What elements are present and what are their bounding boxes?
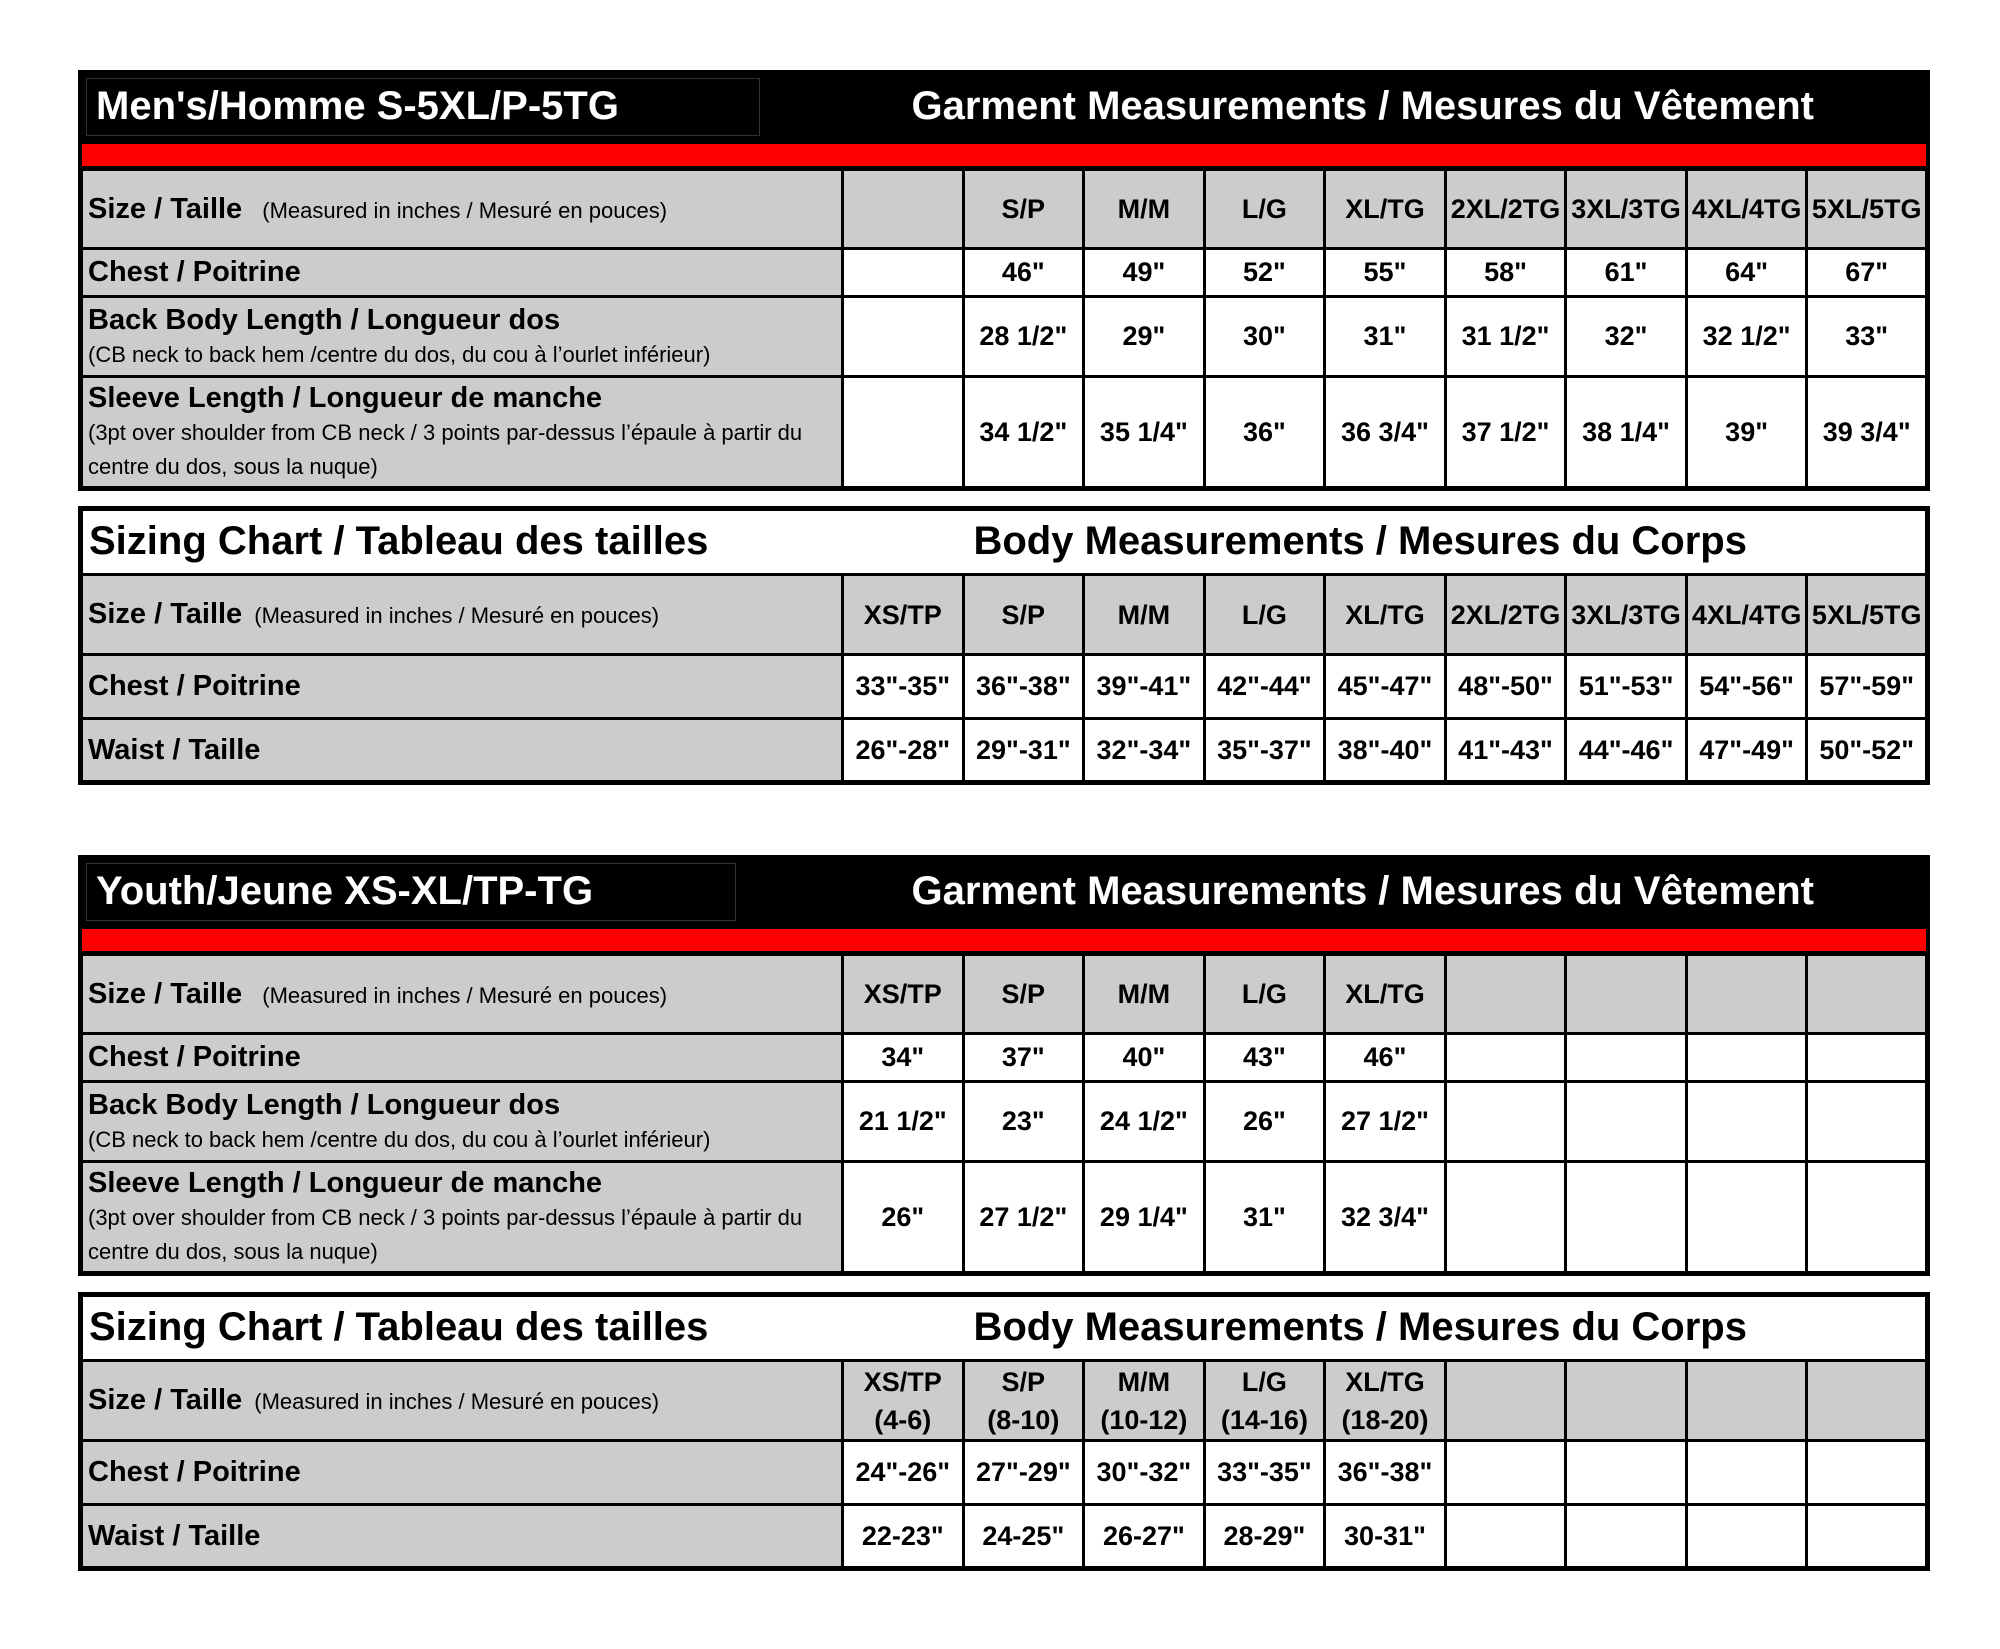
size-header: [843, 1361, 964, 1441]
row-label: Chest / Poitrine: [81, 1034, 843, 1082]
row-note: (CB neck to back hem /centre du dos, du cou à l’ourlet inférieur): [88, 341, 711, 367]
size-header: [1445, 1361, 1566, 1441]
value-cell: 29"-31": [963, 719, 1084, 783]
value-cell: 33"-35": [843, 655, 964, 719]
value-cell: [1807, 1162, 1928, 1274]
value-cell: 54"-56": [1686, 655, 1807, 719]
row-label: Waist / Taille: [81, 1505, 843, 1569]
row-note: (CB neck to back hem /centre du dos, du cou à l’ourlet inférieur): [88, 1126, 711, 1152]
value-cell: 23": [963, 1082, 1084, 1162]
size-header: [1807, 954, 1928, 1034]
value-cell: 64": [1686, 249, 1807, 297]
value-cell: [1686, 1505, 1807, 1569]
value-cell: 29": [1084, 297, 1205, 377]
value-cell: 49": [1084, 249, 1205, 297]
value-cell: 35"-37": [1204, 719, 1325, 783]
value-cell: [1566, 1034, 1687, 1082]
value-cell: [1566, 1441, 1687, 1505]
size-header: 2XL/2TG: [1445, 575, 1566, 655]
value-cell: 40": [1084, 1034, 1205, 1082]
row-label: Sleeve Length / Longueur de manche: [88, 1167, 603, 1199]
table-header-row: [81, 1361, 1928, 1441]
size-label: Size / Taille: [88, 977, 243, 1010]
value-cell: 38"-40": [1325, 719, 1446, 783]
value-cell: [1566, 1505, 1687, 1569]
youth-body-subtitle: Body Measurements / Mesures du Corps: [973, 1305, 1747, 1349]
size-header: [1686, 1361, 1807, 1441]
size-label: Size / Taille: [88, 192, 243, 225]
value-cell: 48"-50": [1445, 655, 1566, 719]
size-header: M/M: [1084, 169, 1205, 249]
youth-body-table: [78, 1359, 1930, 1571]
value-cell: 27 1/2": [963, 1162, 1084, 1274]
value-cell: 30"-32": [1084, 1441, 1205, 1505]
value-cell: 34": [843, 1034, 964, 1082]
table-header-row: [81, 954, 1928, 1034]
value-cell: [1807, 1505, 1928, 1569]
value-cell: 57"-59": [1807, 655, 1928, 719]
size-header: [843, 169, 964, 249]
table-row: [81, 297, 1928, 377]
mens-body-header: [78, 506, 1930, 573]
value-cell: 24"-26": [843, 1441, 964, 1505]
value-cell: [1566, 1082, 1687, 1162]
table-row: [81, 1034, 1928, 1082]
size-name: XL/TG: [1345, 1366, 1425, 1397]
size-name: S/P: [1001, 1366, 1046, 1397]
value-cell: 26"-28": [843, 719, 964, 783]
size-name: L/G: [1241, 1366, 1287, 1397]
mens-garment-header: [78, 70, 1930, 144]
row-label: Back Body Length / Longueur dos: [88, 303, 561, 336]
value-cell: 28-29": [1204, 1505, 1325, 1569]
row-label: Chest / Poitrine: [81, 655, 843, 719]
youth-garment-title: Youth/Jeune XS-XL/TP-TG: [96, 869, 594, 913]
size-label-cell: [81, 1361, 843, 1441]
value-cell: [843, 249, 964, 297]
mens-garment-table: [78, 166, 1930, 491]
table-header-row: [81, 169, 1928, 249]
value-cell: 67": [1807, 249, 1928, 297]
size-note: (Measured in inches / Mesuré en pouces): [262, 197, 668, 223]
value-cell: [1445, 1162, 1566, 1274]
value-cell: 45"-47": [1325, 655, 1446, 719]
row-label: Back Body Length / Longueur dos: [88, 1088, 561, 1121]
value-cell: 44"-46": [1566, 719, 1687, 783]
size-header: S/P: [963, 954, 1084, 1034]
size-header: L/G: [1204, 169, 1325, 249]
value-cell: 32": [1566, 297, 1687, 377]
size-name: XS/TP: [863, 1366, 942, 1397]
value-cell: 58": [1445, 249, 1566, 297]
mens-body-subtitle: Body Measurements / Mesures du Corps: [973, 519, 1747, 563]
value-cell: 27"-29": [963, 1441, 1084, 1505]
youth-garment-block: [78, 855, 1930, 1276]
value-cell: 26": [843, 1162, 964, 1274]
value-cell: 32 1/2": [1686, 297, 1807, 377]
value-cell: 28 1/2": [963, 297, 1084, 377]
value-cell: 34 1/2": [963, 377, 1084, 489]
size-note: (Measured in inches / Mesuré en pouces): [262, 982, 668, 1008]
size-header: M/M: [1084, 954, 1205, 1034]
red-divider-bar: [78, 929, 1930, 951]
value-cell: 32 3/4": [1325, 1162, 1446, 1274]
table-header-row: [81, 575, 1928, 655]
row-label-cell: [81, 377, 843, 489]
value-cell: 38 1/4": [1566, 377, 1687, 489]
value-cell: [1686, 1082, 1807, 1162]
value-cell: 22-23": [843, 1505, 964, 1569]
row-label: Sleeve Length / Longueur de manche: [88, 382, 603, 414]
value-cell: [1566, 1162, 1687, 1274]
size-header: [1686, 954, 1807, 1034]
size-header: L/G: [1204, 575, 1325, 655]
value-cell: 36"-38": [963, 655, 1084, 719]
value-cell: 24 1/2": [1084, 1082, 1205, 1162]
value-cell: 39": [1686, 377, 1807, 489]
size-header: XL/TG: [1325, 954, 1446, 1034]
table-row: [81, 719, 1928, 783]
size-header: S/P: [963, 169, 1084, 249]
value-cell: [1445, 1082, 1566, 1162]
value-cell: 32"-34": [1084, 719, 1205, 783]
value-cell: [1686, 1162, 1807, 1274]
value-cell: 33"-35": [1204, 1441, 1325, 1505]
size-header: 5XL/5TG: [1807, 169, 1928, 249]
value-cell: [1445, 1441, 1566, 1505]
youth-body-header: [78, 1292, 1930, 1359]
size-header: [963, 1361, 1084, 1441]
size-header: [1445, 954, 1566, 1034]
value-cell: 31": [1204, 1162, 1325, 1274]
size-header: 5XL/5TG: [1807, 575, 1928, 655]
size-range: (10-12): [1100, 1404, 1188, 1435]
size-header: [1325, 1361, 1446, 1441]
value-cell: 55": [1325, 249, 1446, 297]
row-label: Chest / Poitrine: [81, 249, 843, 297]
value-cell: 51"-53": [1566, 655, 1687, 719]
youth-garment-subtitle: Garment Measurements / Mesures du Vêtement: [911, 869, 1814, 913]
size-label: Size / Taille: [88, 598, 243, 630]
size-range: (18-20): [1341, 1404, 1429, 1435]
mens-garment-title: Men's/Homme S-5XL/P-5TG: [96, 84, 619, 128]
size-header: [1566, 954, 1687, 1034]
value-cell: 39"-41": [1084, 655, 1205, 719]
value-cell: 42"-44": [1204, 655, 1325, 719]
mens-body-title: Sizing Chart / Tableau des tailles: [89, 519, 709, 563]
row-note: (3pt over shoulder from CB neck / 3 points par-dessus l’épaule à partir du centre du dos, sous la nuque): [88, 1205, 803, 1264]
value-cell: 37": [963, 1034, 1084, 1082]
row-label-cell: [81, 1162, 843, 1274]
value-cell: 27 1/2": [1325, 1082, 1446, 1162]
value-cell: 47"-49": [1686, 719, 1807, 783]
value-cell: [1445, 1034, 1566, 1082]
value-cell: 26": [1204, 1082, 1325, 1162]
value-cell: 43": [1204, 1034, 1325, 1082]
value-cell: [843, 297, 964, 377]
youth-body-title: Sizing Chart / Tableau des tailles: [89, 1305, 709, 1349]
value-cell: 29 1/4": [1084, 1162, 1205, 1274]
value-cell: 36 3/4": [1325, 377, 1446, 489]
size-header: [1807, 1361, 1928, 1441]
value-cell: 61": [1566, 249, 1687, 297]
value-cell: [1807, 1034, 1928, 1082]
value-cell: 30-31": [1325, 1505, 1446, 1569]
value-cell: 26-27": [1084, 1505, 1205, 1569]
value-cell: [1686, 1441, 1807, 1505]
size-header: S/P: [963, 575, 1084, 655]
value-cell: 37 1/2": [1445, 377, 1566, 489]
size-range: (14-16): [1220, 1404, 1308, 1435]
value-cell: 30": [1204, 297, 1325, 377]
value-cell: 46": [1325, 1034, 1446, 1082]
row-label-cell: [81, 1082, 843, 1162]
size-header: 3XL/3TG: [1566, 169, 1687, 249]
row-label-cell: [81, 297, 843, 377]
size-label: Size / Taille: [88, 1384, 243, 1416]
table-row: [81, 655, 1928, 719]
size-label-cell: [81, 575, 843, 655]
size-range: (8-10): [987, 1404, 1060, 1435]
mens-garment-subtitle: Garment Measurements / Mesures du Vêtement: [911, 84, 1814, 128]
size-note: (Measured in inches / Mesuré en pouces): [254, 603, 660, 628]
size-header: [1084, 1361, 1205, 1441]
size-label-cell: [81, 954, 843, 1034]
size-header: XS/TP: [843, 954, 964, 1034]
youth-body-block: [78, 1292, 1930, 1571]
value-cell: 33": [1807, 297, 1928, 377]
table-row: [81, 1441, 1928, 1505]
size-name: M/M: [1117, 1366, 1171, 1397]
value-cell: 39 3/4": [1807, 377, 1928, 489]
table-row: [81, 377, 1928, 489]
value-cell: 36"-38": [1325, 1441, 1446, 1505]
mens-body-table: [78, 573, 1930, 785]
size-label-cell: [81, 169, 843, 249]
mens-body-block: [78, 506, 1930, 785]
mens-garment-block: [78, 70, 1930, 491]
table-row: [81, 249, 1928, 297]
size-header: 3XL/3TG: [1566, 575, 1687, 655]
red-divider-bar: [78, 144, 1930, 166]
value-cell: 36": [1204, 377, 1325, 489]
value-cell: 31": [1325, 297, 1446, 377]
value-cell: [1807, 1082, 1928, 1162]
table-row: [81, 1162, 1928, 1274]
row-label: Chest / Poitrine: [81, 1441, 843, 1505]
row-note: (3pt over shoulder from CB neck / 3 points par-dessus l’épaule à partir du centre du dos, sous la nuque): [88, 420, 803, 479]
row-label: Waist / Taille: [81, 719, 843, 783]
value-cell: 35 1/4": [1084, 377, 1205, 489]
value-cell: [1807, 1441, 1928, 1505]
size-header: 4XL/4TG: [1686, 575, 1807, 655]
table-row: [81, 1505, 1928, 1569]
value-cell: 50"-52": [1807, 719, 1928, 783]
value-cell: 46": [963, 249, 1084, 297]
youth-garment-table: [78, 951, 1930, 1276]
size-header: [1566, 1361, 1687, 1441]
value-cell: [843, 377, 964, 489]
value-cell: 24-25": [963, 1505, 1084, 1569]
size-header: 4XL/4TG: [1686, 169, 1807, 249]
size-header: XL/TG: [1325, 169, 1446, 249]
value-cell: 52": [1204, 249, 1325, 297]
size-header: 2XL/2TG: [1445, 169, 1566, 249]
size-note: (Measured in inches / Mesuré en pouces): [254, 1389, 660, 1414]
size-header: L/G: [1204, 954, 1325, 1034]
size-range: (4-6): [874, 1404, 932, 1435]
size-header: XS/TP: [843, 575, 964, 655]
value-cell: 31 1/2": [1445, 297, 1566, 377]
size-header: [1204, 1361, 1325, 1441]
value-cell: 21 1/2": [843, 1082, 964, 1162]
youth-garment-header: [78, 855, 1930, 929]
size-header: M/M: [1084, 575, 1205, 655]
value-cell: 41"-43": [1445, 719, 1566, 783]
value-cell: [1686, 1034, 1807, 1082]
value-cell: [1445, 1505, 1566, 1569]
table-row: [81, 1082, 1928, 1162]
size-header: XL/TG: [1325, 575, 1446, 655]
